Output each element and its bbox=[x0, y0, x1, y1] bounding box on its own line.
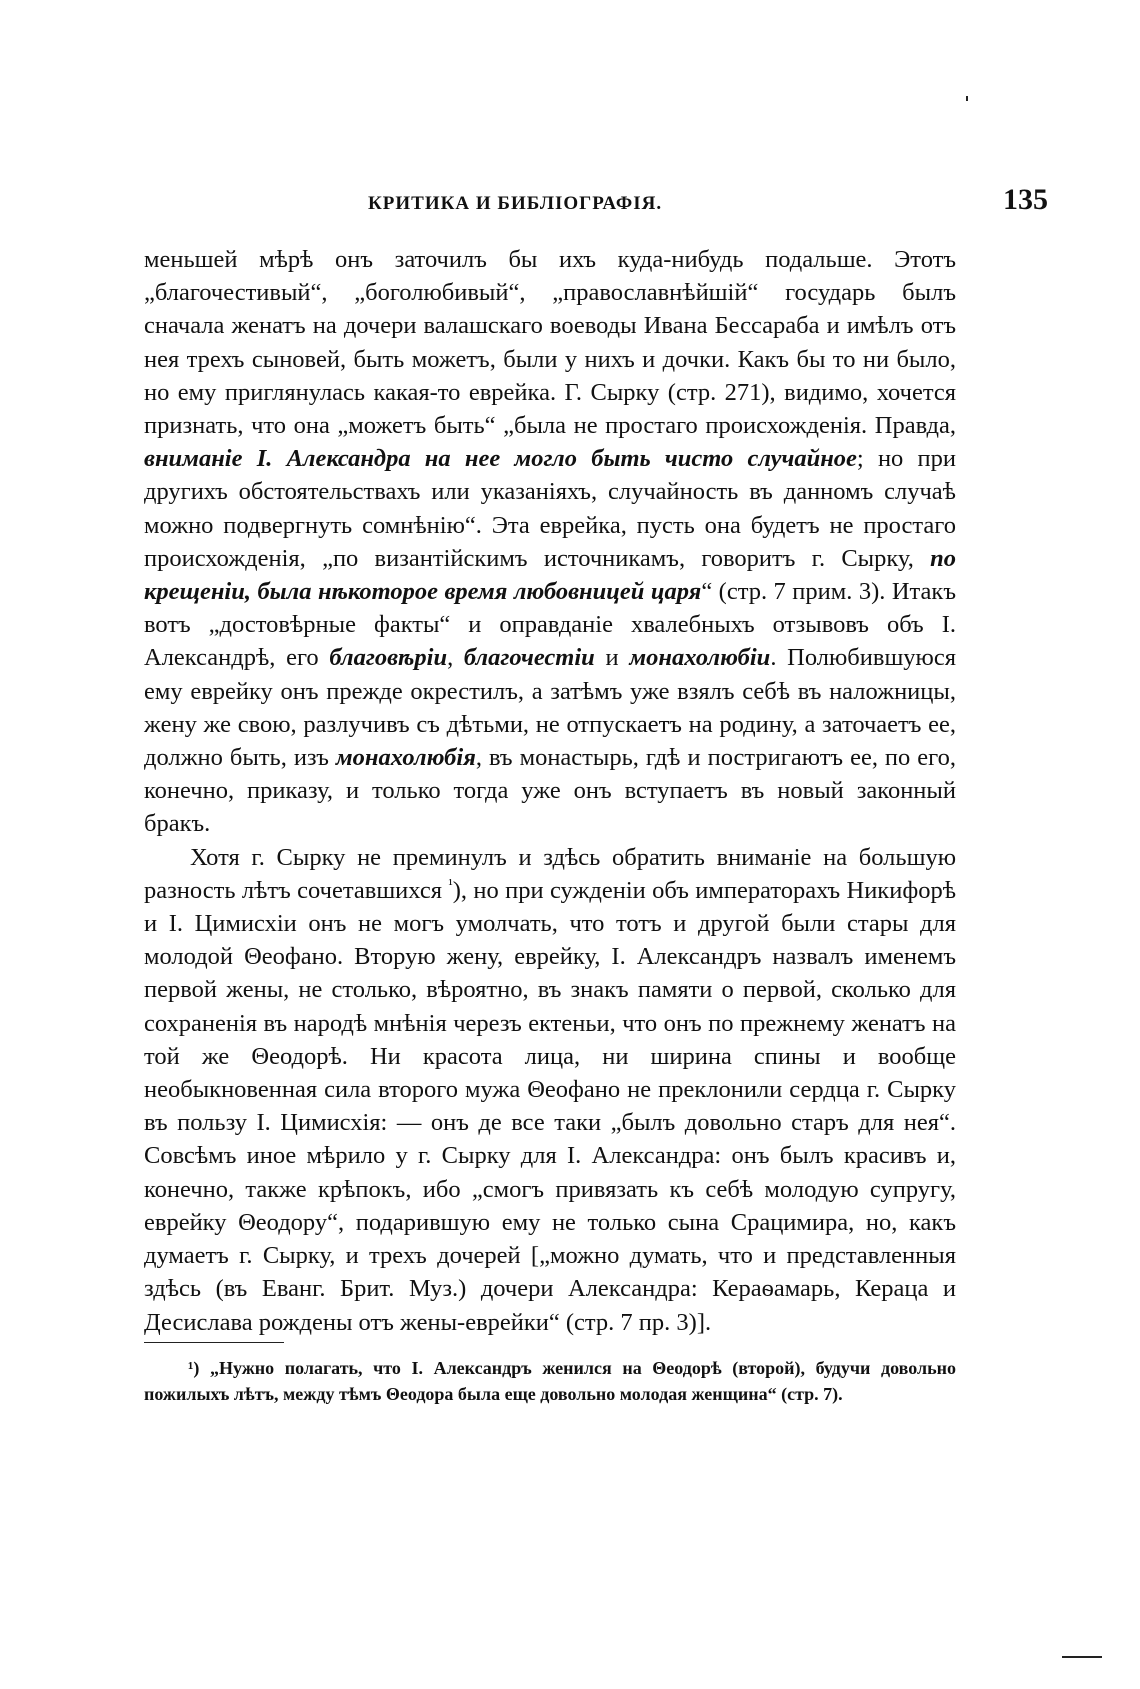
text-run: , bbox=[447, 644, 464, 672]
italic-phrase: монахолюбіи bbox=[629, 644, 771, 672]
italic-phrase: вниманіе І. Александра на нее могло быть чисто случайное bbox=[144, 445, 857, 473]
italic-phrase: по крещеніи, была нѣкоторое время любовницей царя bbox=[144, 544, 956, 606]
text-run: , въ монастырь, гдѣ и постригаютъ ее, по его, конечно, приказу, и только тогда уже онъ вступаетъ въ новый законный бракъ. bbox=[144, 744, 956, 838]
footnote-text: „Нужно полагать, что І. Александръ женился на Θеодорѣ (второй), будучи довольно пожилыхъ лѣтъ, между тѣмъ Θеодора была еще довольно молодая женщина“ (стр. 7). bbox=[144, 1358, 956, 1404]
text-run: меньшей мѣрѣ онъ заточилъ бы ихъ куда-нибудь подальше. Этотъ „благочестивый“, „боголюбивый“, „православнѣйшій“ государь былъ сначала женатъ на дочери валашскаго воеводы Ивана Бессараба и имѣлъ отъ нея трехъ сыновей, быть можетъ, были у нихъ и дочки. Какъ бы то ни было, но ему приглянулась какая-то еврейка. Г. Сырку (стр. 271), видимо, хочется признать, что она „можетъ быть“ „была не простаго происхожденія. Правда, bbox=[144, 246, 956, 440]
text-run: Хотя г. Сырку не преминулъ и здѣсь обратить вниманіе на большую разность лѣтъ сочетавшихся bbox=[144, 843, 956, 904]
italic-phrase: благочестіи bbox=[463, 644, 595, 672]
footnote-marker: ¹) bbox=[188, 1358, 200, 1378]
body-text bbox=[144, 243, 956, 1339]
scan-speck bbox=[1062, 1656, 1102, 1658]
text-run: . Полюбившуюся ему еврейку онъ прежде окрестилъ, а затѣмъ уже взялъ себѣ въ наложницы, жену же свою, разлучивъ съ дѣтьми, не отпускаетъ на родину, а заточаетъ ее, должно быть, изъ bbox=[144, 644, 957, 772]
text-run: ; но при другихъ обстоятельствахъ или указаніяхъ, случайность въ данномъ случаѣ можно подвергнуть сомнѣнію“. Эта еврейка, пусть она будетъ не простаго происхожденія, „по византійскимъ источникамъ, говоритъ г. Сырку, bbox=[144, 445, 956, 572]
footnote-reference: ¹ bbox=[448, 876, 453, 893]
paragraph-2 bbox=[144, 841, 956, 1339]
text-run: “ (стр. 7 прим. 3). Итакъ вотъ „достовѣрные факты“ и оправданіе хвалебныхъ отзывовъ объ І. Александрѣ, его bbox=[144, 578, 956, 672]
text-run: и bbox=[594, 644, 630, 672]
italic-phrase: монахолюбія bbox=[335, 744, 476, 772]
footnote-rule bbox=[144, 1342, 284, 1343]
footnote bbox=[144, 1355, 956, 1407]
page-number: 135 bbox=[1003, 183, 1048, 216]
running-head: КРИТИКА И БИБЛІОГРАФІЯ. bbox=[368, 193, 663, 214]
italic-phrase: благовѣріи bbox=[329, 644, 448, 672]
paragraph-1 bbox=[144, 243, 956, 841]
text-run: ), но при сужденіи объ императорахъ Никифорѣ и І. Цимисхіи онъ не могъ умолчать, что тотъ и другой были стары для молодой Θеофано. Вторую жену, еврейку, І. Александръ назвалъ именемъ первой жены, не столько, вѣроятно, въ знакъ памяти о первой, сколько для сохраненія въ народѣ мнѣнія черезъ ектеньи, что онъ по прежнему женатъ на той же Θеодорѣ. Ни красота лица, ни ширина спины и вообще необыкновенная сила второго мужа Θеофано не преклонили сердца г. Сырку въ пользу І. Цимисхія: — онъ де все таки „былъ довольно старъ для нея“. Совсѣмъ иное мѣрило у г. Сырку для І. Александра: онъ былъ красивъ и, конечно, также крѣпокъ, ибо „смогъ привязать къ себѣ молодую супругу, еврейку Θеодору“, подарившую ему не только сына Срацимира, но, какъ думаетъ г. Сырку, и трехъ дочерей [„можно думать, что и представленныя здѣсь (въ Еванг. Брит. Муз.) дочери Александра: Кераѳамарь, Кераца и Десислава рождены отъ жены-еврейки“ (стр. 7 пр. 3)]. bbox=[144, 876, 957, 1336]
scan-speck bbox=[966, 96, 968, 101]
